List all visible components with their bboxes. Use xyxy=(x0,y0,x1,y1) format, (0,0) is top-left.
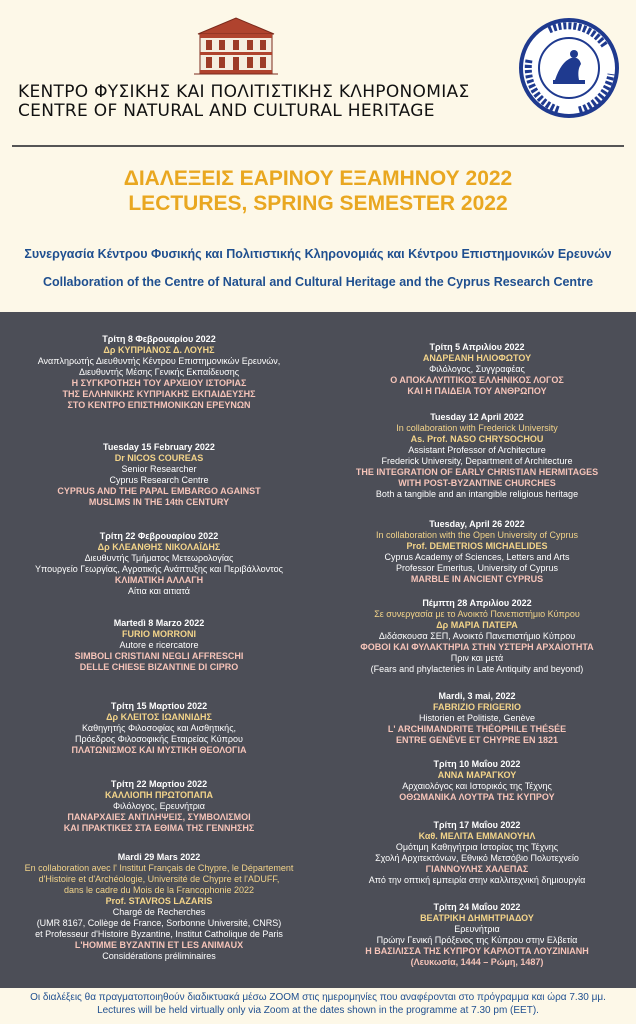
speaker-affiliation: Φιλόλογος, Συγγραφέας xyxy=(429,364,525,374)
lecture-title: ΓΙΑΝΝΟΥΛΗΣ ΧΑΛΕΠΑΣ xyxy=(425,864,529,874)
lecture-title: THE INTEGRATION OF EARLY CHRISTIAN HERMITAGES xyxy=(355,467,599,477)
lecture-date: Τρίτη 24 Μαΐου 2022 xyxy=(433,902,521,912)
speaker-affiliation: Assistant Professor of Architecture xyxy=(408,445,546,455)
research-centre-seal xyxy=(519,18,619,118)
speaker-affiliation: Καθηγητής Φιλοσοφίας και Αισθητικής, xyxy=(81,723,237,733)
lecture-date: Πέμπτη 28 Απριλίου 2022 xyxy=(422,598,532,608)
lecture-title: MARBLE IN ANCIENT CYPRUS xyxy=(410,574,544,584)
lecture-entry xyxy=(0,701,318,756)
lecture-title: ΣΤΟ ΚΕΝΤΡΟ ΕΠΙΣΤΗΜΟΝΙΚΩΝ ΕΡΕΥΝΩΝ xyxy=(67,400,251,410)
lecture-date: Τρίτη 8 Φεβρουαρίου 2022 xyxy=(102,334,216,344)
speaker-affiliation: Φιλόλογος, Ερευνήτρια xyxy=(112,801,206,811)
lecture-speaker: ΒΕΑΤΡΙΚΗ ΔΗΜΗΤΡΙΑΔΟΥ xyxy=(420,913,534,923)
lecture-date: Mardi 29 Mars 2022 xyxy=(117,852,201,862)
lecture-collaboration-note: In collaboration with the Open University of Cyprus xyxy=(375,530,579,540)
footer xyxy=(0,988,636,1024)
lecture-collaboration-note: En collaboration avec l' Institut Français de Chypre, le Département xyxy=(24,863,294,873)
lecture-title: DELLE CHIESE BIZANTINE DI CIPRO xyxy=(79,662,239,672)
lecture-entry xyxy=(318,342,636,397)
lecture-title: ΠΛΑΤΩΝΙΣΜΟΣ ΚΑΙ ΜΥΣΤΙΚΗ ΘΕΟΛΟΓΙΑ xyxy=(71,745,247,755)
lecture-date: Tuesday 15 February 2022 xyxy=(103,442,215,452)
lecture-title: ΦΟΒΟΙ ΚΑΙ ΦΥΛΑΚΤΗΡΙΑ ΣΤΗΝ ΥΣΤΕΡΗ ΑΡΧΑΙΟΤΗΤΑ xyxy=(360,642,594,652)
speaker-affiliation: Ερευνήτρια xyxy=(454,924,500,934)
lecture-speaker: Prof. STAVROS LAZARIS xyxy=(105,896,213,906)
lecture-title: SIMBOLI CRISTIANI NEGLI AFFRESCHI xyxy=(74,651,244,661)
lecture-collaboration-note: d'Histoire et d'Archéologie, Université de Chypre et l'ADUFF, xyxy=(38,874,280,884)
lecture-speaker: FABRIZIO FRIGERIO xyxy=(432,702,521,712)
lecture-title: Η ΣΥΓΚΡΟΤΗΣΗ ΤΟΥ ΑΡΧΕΙΟΥ ΙΣΤΟΡΙΑΣ xyxy=(71,378,247,388)
speaker-affiliation: Senior Researcher xyxy=(121,464,197,474)
lecture-title: ΚΑΙ ΠΡΑΚΤΙΚΕΣ ΣΤΑ ΕΘΙΜΑ ΤΗΣ ΓΕΝΝΗΣΗΣ xyxy=(63,823,255,833)
lecture-speaker: Δρ ΚΛΕΙΤΟΣ ΙΩΑΝΝΙΔΗΣ xyxy=(106,712,212,722)
speaker-affiliation: Σχολή Αρχιτεκτόνων, Εθνικό Μετσόβιο Πολυτεχνείο xyxy=(375,853,579,863)
house-logo xyxy=(190,14,282,82)
lecture-entry xyxy=(318,519,636,585)
lecture-subtitle: Από την οπτική εμπειρία στην καλλιτεχνική δημιουργία xyxy=(368,875,586,885)
lecture-entry xyxy=(318,598,636,675)
lecture-entry xyxy=(0,779,318,834)
speaker-affiliation: et Professeur d'Histoire Byzantine, Institut Catholique de Paris xyxy=(35,929,283,939)
speaker-affiliation: Chargé de Recherches xyxy=(112,907,206,917)
lecture-date: Τρίτη 17 Μαΐου 2022 xyxy=(433,820,521,830)
lecture-subtitle: Considérations préliminaires xyxy=(102,951,216,961)
lecture-date: Τρίτη 22 Φεβρουαρίου 2022 xyxy=(99,531,219,541)
lecture-date: Martedì 8 Marzo 2022 xyxy=(113,618,205,628)
lecture-title: Ο ΑΠΟΚΑΛΥΠΤΙΚΟΣ ΕΛΛΗΝΙΚΟΣ ΛΟΓΟΣ xyxy=(390,375,564,385)
lecture-entry xyxy=(318,412,636,500)
lecture-collaboration-note: dans le cadre du Mois de la Francophonie 2022 xyxy=(63,885,255,895)
lecture-title: ΟΘΩΜΑΝΙΚΑ ΛΟΥΤΡΑ ΤΗΣ ΚΥΠΡΟΥ xyxy=(399,792,555,802)
lecture-speaker: Δρ ΚΥΠΡΙΑΝΟΣ Δ. ΛΟΥΗΣ xyxy=(103,345,215,355)
lecture-subtitle: Both a tangible and an intangible religious heritage xyxy=(375,489,579,499)
lecture-speaker: ΑΝΔΡΕΑΝΗ ΗΛΙΟΦΩΤΟΥ xyxy=(422,353,532,363)
lecture-collaboration-note: Σε συνεργασία με το Ανοικτό Πανεπιστήμιο Κύπρου xyxy=(374,609,580,619)
lecture-title: L'HOMME BYZANTIN ET LES ANIMAUX xyxy=(74,940,244,950)
lecture-title: Η ΒΑΣΙΛΙΣΣΑ ΤΗΣ ΚΥΠΡΟΥ ΚΑΡΛΟΤΤΑ ΛΟΥΖΙΝΙΑΝΗ xyxy=(365,946,589,956)
lecture-date: Tuesday, April 26 2022 xyxy=(429,519,525,529)
lecture-entry xyxy=(318,820,636,886)
speaker-affiliation: Διδάσκουσα ΣΕΠ, Ανοικτό Πανεπιστήμιο Κύπρου xyxy=(378,631,576,641)
lecture-speaker: Δρ ΜΑΡΙΑ ΠΑΤΕΡΑ xyxy=(436,620,518,630)
speaker-affiliation: Υπουργείο Γεωργίας, Αγροτικής Ανάπτυξης και Περιβάλλοντος xyxy=(35,564,283,574)
speaker-affiliation: (UMR 8167, Collège de France, Sorbonne Université, CNRS) xyxy=(36,918,282,928)
footer-note-greek: Οι διαλέξεις θα πραγματοποιηθούν διαδικτυακά μέσω ZOOM στις ημερομηνίες που αναφέρονται στο πρόγραμμα και ώρα 7.30 μμ. xyxy=(30,992,606,1003)
speaker-affiliation: Διευθυντής Τμήματος Μετεωρολογίας xyxy=(84,553,234,563)
speaker-affiliation: Frederick University, Department of Architecture xyxy=(381,456,573,466)
speaker-affiliation: Ομότιμη Καθηγήτρια Ιστορίας της Τέχνης xyxy=(395,842,559,852)
lecture-date: Τρίτη 22 Μαρτίου 2022 xyxy=(110,779,208,789)
lecture-speaker: Prof. DEMETRIOS MICHAELIDES xyxy=(406,541,548,551)
lecture-date: Tuesday 12 April 2022 xyxy=(430,412,524,422)
lecture-subtitle: Αίτια και αιτιατά xyxy=(128,586,190,596)
lecture-speaker: Καθ. ΜΕΛΙΤΑ ΕΜΜΑΝΟΥΗΛ xyxy=(418,831,536,841)
lecture-title: CYPRUS AND THE PAPAL EMBARGO AGAINST xyxy=(57,486,261,496)
lecture-entry xyxy=(0,334,318,411)
lecture-entry xyxy=(318,759,636,803)
lecture-date: Τρίτη 15 Μαρτίου 2022 xyxy=(110,701,208,711)
lecture-title: ΠΑΝΑΡΧΑΙΕΣ ΑΝΤΙΛΗΨΕΙΣ, ΣΥΜΒΟΛΙΣΜΟΙ xyxy=(67,812,251,822)
footer-note-english: Lectures will be held virtually only via Zoom at the dates shown in the programme at 7.30 pm (EET). xyxy=(97,1005,539,1016)
speaker-affiliation: Professor Emeritus, University of Cyprus xyxy=(395,563,559,573)
lecture-title: (Λευκωσία, 1444 – Ρώμη, 1487) xyxy=(410,957,544,967)
lecture-entry xyxy=(0,618,318,673)
page-title-english: LECTURES, SPRING SEMESTER 2022 xyxy=(128,192,508,215)
speaker-affiliation: Αναπληρωτής Διευθυντής Κέντρου Επιστημονικών Ερευνών, xyxy=(37,356,281,366)
lecture-subtitle: Πριν και μετά xyxy=(450,653,504,663)
lecture-subtitle: (Fears and phylacteries in Late Antiquity and beyond) xyxy=(370,664,584,674)
lecture-entry xyxy=(0,442,318,508)
page-title-greek: ΔΙΑΛΕΞΕΙΣ ΕΑΡΙΝΟΥ ΕΞΑΜΗΝΟΥ 2022 xyxy=(123,167,513,190)
lecture-speaker: Δρ ΚΛΕΑΝΘΗΣ ΝΙΚΟΛΑΪΔΗΣ xyxy=(97,542,221,552)
collaboration-greek: Συνεργασία Κέντρου Φυσικής και Πολιτιστικής Κληρονομιάς και Κέντρου Επιστημονικών Ερευνών xyxy=(24,247,612,261)
lecture-title: ΤΗΣ ΕΛΛΗΝΙΚΗΣ ΚΥΠΡΙΑΚΗΣ ΕΚΠΑΙΔΕΥΣΗΣ xyxy=(62,389,256,399)
lecture-speaker: As. Prof. NASO CHRYSOCHOU xyxy=(410,434,544,444)
institution-name-greek: ΚΕΝΤΡΟ ΦΥΣΙΚΗΣ ΚΑΙ ΠΟΛΙΤΙΣΤΙΚΗΣ ΚΛΗΡΟΝΟΜΙΑΣ xyxy=(18,82,470,102)
speaker-affiliation: Πρόεδρος Φιλοσοφικής Εταιρείας Κύπρου xyxy=(75,734,243,744)
lecture-speaker: Dr NICOS COUREAS xyxy=(114,453,204,463)
lecture-title: ENTRE GENÈVE ET CHYPRE EN 1821 xyxy=(395,735,559,745)
lecture-title: ΚΛΙΜΑΤΙΚΗ ΑΛΛΑΓΗ xyxy=(114,575,204,585)
lecture-collaboration-note: In collaboration with Frederick University xyxy=(396,423,558,433)
lecture-title: ΚΑΙ Η ΠΑΙΔΕΙΑ ΤΟΥ ΑΝΘΡΩΠΟΥ xyxy=(407,386,547,396)
institution-name-english: CENTRE OF NATURAL AND CULTURAL HERITAGE xyxy=(18,101,435,121)
collaboration-english: Collaboration of the Centre of Natural and Cultural Heritage and the Cyprus Research Centre xyxy=(42,275,594,289)
lecture-title: MUSLIMS IN THE 14th CENTURY xyxy=(88,497,230,507)
lecture-speaker: ΚΑΛΛΙΟΠΗ ΠΡΩΤΟΠΑΠΑ xyxy=(104,790,214,800)
lecture-date: Τρίτη 10 Μαΐου 2022 xyxy=(433,759,521,769)
lecture-programme xyxy=(0,312,636,988)
header xyxy=(0,0,636,310)
speaker-affiliation: Διευθυντής Μέσης Γενικής Εκπαίδευσης xyxy=(78,367,240,377)
lecture-title: WITH POST-BYZANTINE CHURCHES xyxy=(398,478,556,488)
lecture-date: Mardi, 3 mai, 2022 xyxy=(438,691,516,701)
speaker-affiliation: Historien et Politiste, Genève xyxy=(418,713,536,723)
lecture-entry xyxy=(318,902,636,968)
lecture-entry xyxy=(0,531,318,597)
lecture-title: L' ARCHIMANDRITE THÉOPHILE THÉSÉE xyxy=(387,724,567,734)
lecture-entry xyxy=(0,852,318,962)
speaker-affiliation: Αρχαιολόγος και Ιστορικός της Τέχνης xyxy=(402,781,552,791)
lecture-entry xyxy=(318,691,636,746)
speaker-affiliation: Cyprus Academy of Sciences, Letters and Arts xyxy=(384,552,570,562)
lecture-speaker: ΑΝΝΑ ΜΑΡΑΓΚΟΥ xyxy=(437,770,517,780)
speaker-affiliation: Πρώην Γενική Πρόξενος της Κύπρου στην Ελβετία xyxy=(376,935,578,945)
divider xyxy=(12,145,624,147)
speaker-affiliation: Autore e ricercatore xyxy=(119,640,199,650)
lecture-speaker: FURIO MORRONI xyxy=(122,629,196,639)
speaker-affiliation: Cyprus Research Centre xyxy=(109,475,209,485)
lecture-date: Τρίτη 5 Απριλίου 2022 xyxy=(429,342,525,352)
